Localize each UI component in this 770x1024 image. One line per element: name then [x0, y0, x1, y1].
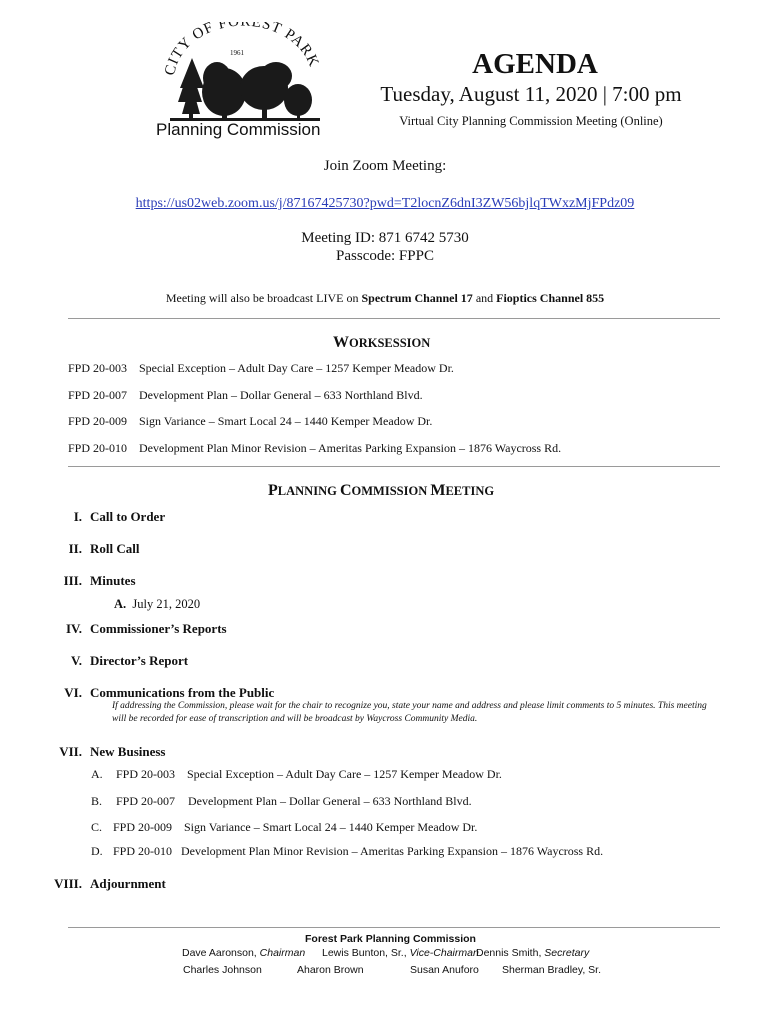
- case-code: FPD 20-007: [68, 388, 128, 402]
- meeting-date: Tuesday, August 11, 2020 | 7:00 pm: [380, 82, 682, 106]
- case-text: Development Plan Minor Revision – Ameritas Parking Expansion – 1876 Waycross Rd.: [139, 441, 562, 455]
- case-code: FPD 20-009: [68, 414, 128, 428]
- logo-arc-text: CITY OF FO EST PARK: [162, 22, 322, 77]
- case-code: FPD 20-003: [68, 361, 128, 375]
- footer-member: Susan Anuforo: [410, 964, 479, 976]
- new-business-item: [91, 767, 502, 782]
- item-number: VI.: [64, 685, 82, 700]
- agenda-item: [2, 541, 139, 557]
- footer-member: [476, 947, 589, 959]
- heading-initial: M: [430, 482, 446, 499]
- heading-rest: OMMISSION: [351, 484, 431, 498]
- divider: [68, 466, 720, 467]
- page-title: AGENDA: [472, 48, 598, 80]
- agenda-item: [2, 876, 166, 892]
- heading-rest: EETING: [445, 484, 495, 498]
- case-text: Development Plan – Dollar General – 633 Northland Blvd.: [139, 388, 423, 402]
- zoom-link[interactable]: https://us02web.zoom.us/j/87167425730?pwd=T2locnZ6dnI3ZW56bjlqTWxzMjFPdz09: [135, 196, 635, 211]
- zoom-heading: Join Zoom Meeting:: [323, 158, 447, 174]
- member-role: Chairman: [259, 947, 306, 959]
- case-text: Development Plan – Dollar General – 633 Northland Blvd.: [188, 794, 472, 808]
- new-business-item: [91, 820, 477, 835]
- case-code: FPD 20-003: [116, 767, 176, 781]
- item-number: I.: [73, 509, 82, 524]
- footer-title: Forest Park Planning Commission: [305, 933, 476, 945]
- broadcast-channel-2: Fioptics Channel 855: [496, 291, 605, 305]
- heading-initial: P: [268, 482, 278, 499]
- item-label: Adjournment: [90, 876, 166, 891]
- case-text: Sign Variance – Smart Local 24 – 1440 Kemper Meadow Dr.: [139, 414, 433, 428]
- item-label: Director’s Report: [90, 653, 189, 668]
- meeting-heading: [268, 482, 494, 500]
- agenda-item: [2, 653, 188, 669]
- case-text: Sign Variance – Smart Local 24 – 1440 Kemper Meadow Dr.: [184, 820, 478, 834]
- worksession-item: [68, 441, 561, 456]
- sub-letter: A.: [114, 597, 127, 611]
- item-label: Call to Order: [90, 509, 166, 524]
- case-code: FPD 20-009: [113, 820, 173, 834]
- item-number: II.: [68, 541, 82, 556]
- logo-year: 1961: [230, 49, 244, 57]
- case-code: FPD 20-007: [116, 794, 176, 808]
- member-name: Dave Aaronson,: [182, 947, 260, 959]
- item-number: VIII.: [54, 876, 82, 891]
- meeting-id: Meeting ID: 871 6742 5730: [301, 230, 469, 246]
- agenda-item: [2, 573, 136, 589]
- item-letter: C.: [91, 820, 103, 834]
- broadcast-and: and: [472, 291, 497, 305]
- item-letter: B.: [91, 794, 103, 808]
- minutes-sub-item: [114, 597, 200, 612]
- worksession-item: [68, 414, 432, 429]
- heading-rest: ORKSESSION: [349, 336, 431, 350]
- worksession-item: [68, 388, 423, 403]
- divider: [68, 318, 720, 319]
- new-business-item: [91, 794, 472, 809]
- broadcast-prefix: Meeting will also be broadcast LIVE on: [165, 291, 362, 305]
- item-number: III.: [63, 573, 82, 588]
- footer-member: Aharon Brown: [297, 964, 364, 976]
- item-label: New Business: [90, 744, 166, 759]
- footer-member: Sherman Bradley, Sr.: [502, 964, 602, 976]
- item-label: Minutes: [90, 573, 136, 588]
- case-text: Development Plan Minor Revision – Ameritas Parking Expansion – 1876 Waycross Rd.: [181, 844, 604, 858]
- broadcast-channel-1: Spectrum Channel 17: [361, 291, 473, 305]
- item-label: Commissioner’s Reports: [90, 621, 227, 636]
- case-text: Special Exception – Adult Day Care – 1257 Kemper Meadow Dr.: [139, 361, 454, 375]
- footer-member: [322, 947, 479, 959]
- member-name: Dennis Smith,: [476, 947, 545, 959]
- footer-member: [182, 947, 305, 959]
- item-number: V.: [71, 653, 82, 668]
- item-number: VII.: [59, 744, 82, 759]
- member-role: Secretary: [544, 947, 590, 959]
- item-label: Communications from the Public: [90, 685, 275, 700]
- agenda-item: [2, 685, 274, 701]
- item-number: IV.: [65, 621, 82, 636]
- agenda-item: [2, 509, 165, 525]
- divider: [68, 927, 720, 928]
- logo-label: Planning Commission: [156, 120, 321, 139]
- passcode: Passcode: FPPC: [336, 248, 434, 264]
- agenda-item: [2, 744, 166, 760]
- item-letter: A.: [91, 767, 103, 781]
- case-code: FPD 20-010: [68, 441, 128, 455]
- footer-member: Charles Johnson: [183, 964, 262, 976]
- heading-rest: LANNING: [277, 484, 340, 498]
- agenda-item: [2, 621, 227, 637]
- new-business-item: [91, 844, 603, 859]
- broadcast-note: [0, 291, 770, 306]
- public-comment-note: If addressing the Commission, please wait for the chair to recognize you, state your name and address and please limit comments to 5 minutes. This meeting will be recorded for ease of transcription and will be broadcast by Waycross Community Media.: [112, 701, 707, 724]
- member-role: Vice-Chairman: [409, 947, 479, 959]
- heading-initial: C: [339, 482, 352, 499]
- worksession-item: [68, 361, 454, 376]
- meeting-subtitle: Virtual City Planning Commission Meeting (Online): [399, 114, 663, 128]
- item-letter: D.: [91, 844, 103, 858]
- worksession-heading: [333, 334, 430, 352]
- case-text: Special Exception – Adult Day Care – 1257 Kemper Meadow Dr.: [187, 767, 502, 781]
- case-code: FPD 20-010: [113, 844, 173, 858]
- sub-text: July 21, 2020: [132, 597, 201, 611]
- heading-initial: W: [333, 334, 349, 351]
- item-label: Roll Call: [90, 541, 140, 556]
- member-name: Lewis Bunton, Sr.,: [322, 947, 410, 959]
